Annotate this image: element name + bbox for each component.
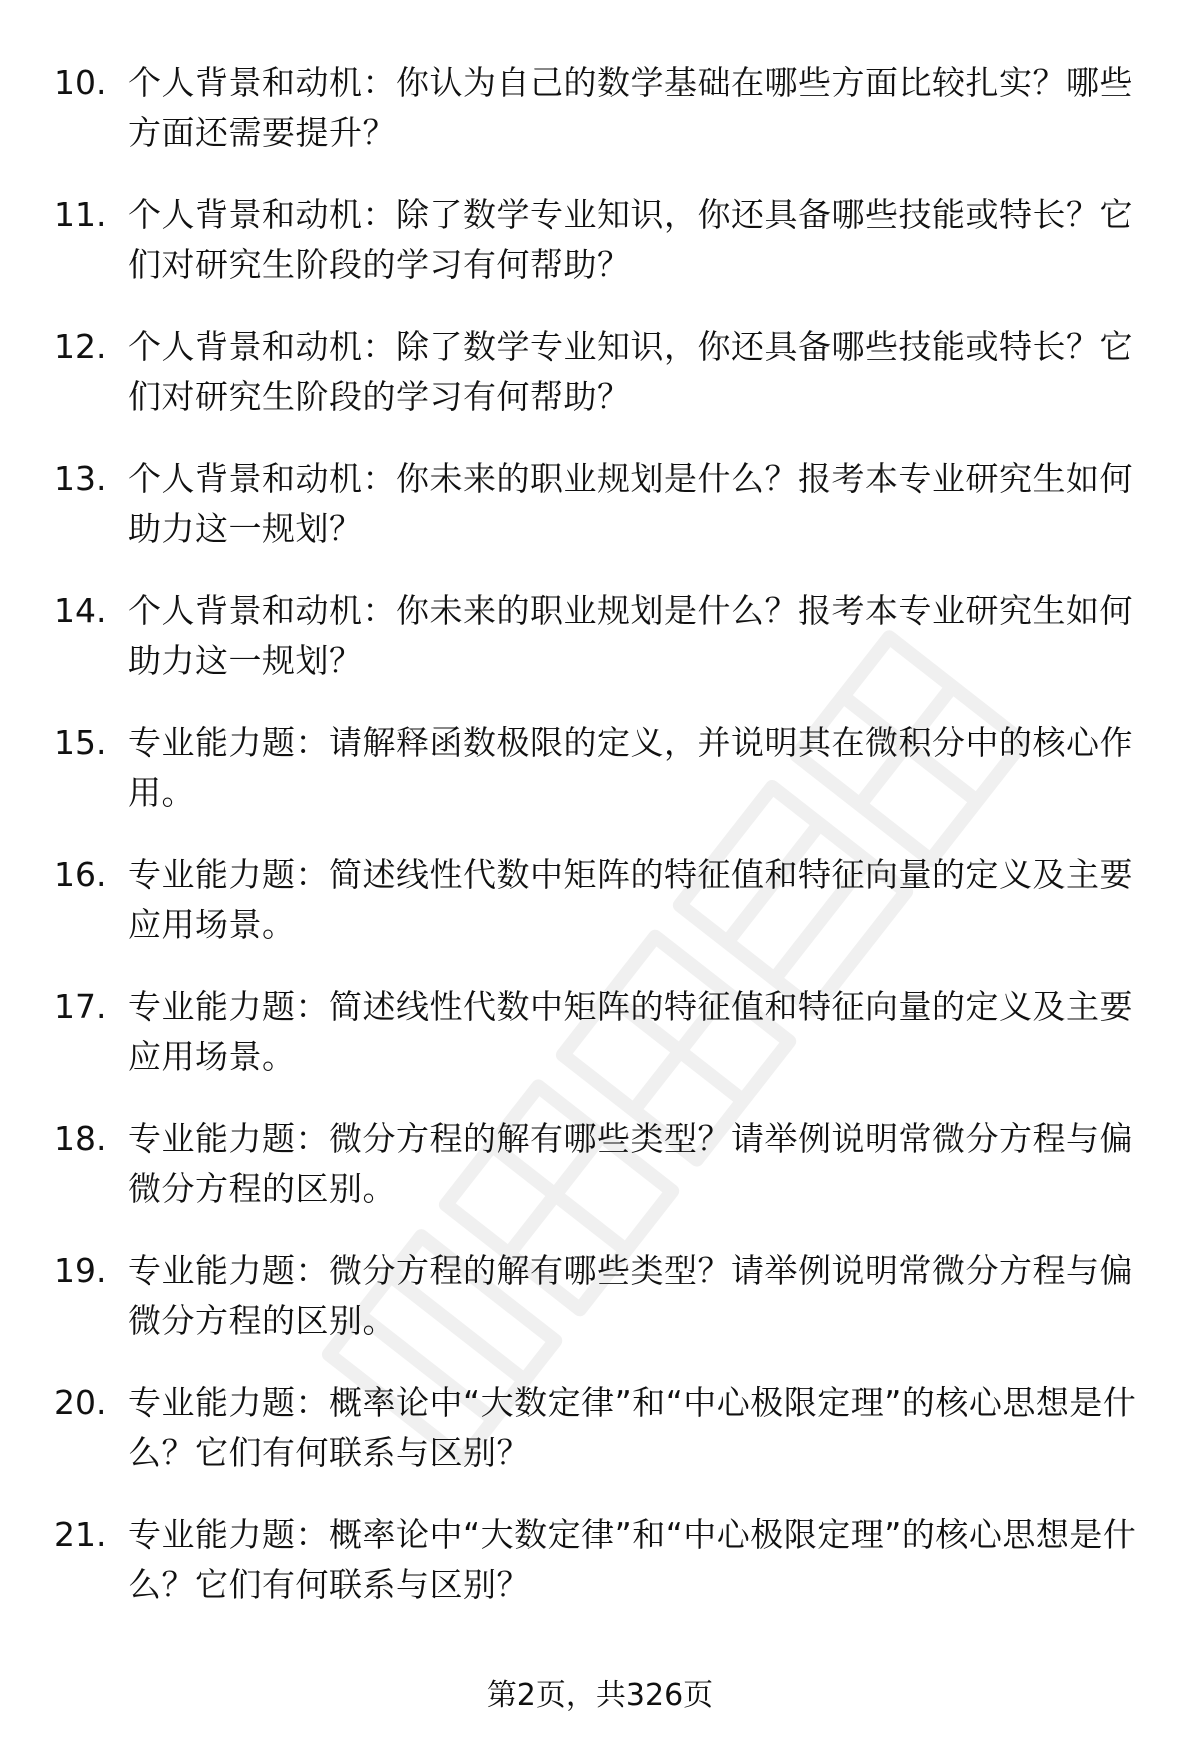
question-text: 个人背景和动机：你未来的职业规划是什么？报考本专业研究生如何助力这一规划？ <box>128 459 1133 548</box>
question-item <box>0 982 1200 1114</box>
question-text: 专业能力题：请解释函数极限的定义，并说明其在微积分中的核心作用。 <box>128 723 1133 812</box>
question-text: 专业能力题：微分方程的解有哪些类型？请举例说明常微分方程与偏微分方程的区别。 <box>128 1119 1133 1208</box>
page-footer: 第2页，共326页 <box>486 1678 714 1713</box>
question-item <box>0 1114 1200 1246</box>
question-text: 个人背景和动机：你未来的职业规划是什么？报考本专业研究生如何助力这一规划？ <box>128 591 1133 680</box>
question-number: 13. <box>54 459 107 498</box>
question-number: 20. <box>54 1383 107 1422</box>
question-text: 个人背景和动机：你认为自己的数学基础在哪些方面比较扎实？哪些方面还需要提升？ <box>128 63 1133 152</box>
question-item <box>0 1246 1200 1378</box>
question-number: 14. <box>54 591 107 630</box>
question-number: 17. <box>54 987 107 1026</box>
question-number: 11. <box>54 195 107 234</box>
question-item <box>0 322 1200 454</box>
question-number: 18. <box>54 1119 107 1158</box>
question-item <box>0 850 1200 982</box>
question-text: 专业能力题：简述线性代数中矩阵的特征值和特征向量的定义及主要应用场景。 <box>128 855 1133 944</box>
question-number: 15. <box>54 723 107 762</box>
question-number: 19. <box>54 1251 107 1290</box>
question-item <box>0 1378 1200 1510</box>
question-item <box>0 586 1200 718</box>
question-item <box>0 58 1200 190</box>
question-number: 16. <box>54 855 107 894</box>
question-text: 个人背景和动机：除了数学专业知识，你还具备哪些技能或特长？它们对研究生阶段的学习有何帮助？ <box>128 327 1133 416</box>
question-text: 专业能力题：简述线性代数中矩阵的特征值和特征向量的定义及主要应用场景。 <box>128 987 1133 1076</box>
question-list <box>0 58 1200 1642</box>
question-item <box>0 1510 1200 1642</box>
question-item <box>0 190 1200 322</box>
question-text: 专业能力题：微分方程的解有哪些类型？请举例说明常微分方程与偏微分方程的区别。 <box>128 1251 1133 1340</box>
question-number: 10. <box>54 63 107 102</box>
question-text: 专业能力题：概率论中“大数定律”和“中心极限定理”的核心思想是什么？它们有何联系与区别？ <box>128 1515 1137 1604</box>
question-number: 21. <box>54 1515 107 1554</box>
question-number: 12. <box>54 327 107 366</box>
question-text: 个人背景和动机：除了数学专业知识，你还具备哪些技能或特长？它们对研究生阶段的学习有何帮助？ <box>128 195 1133 284</box>
question-text: 专业能力题：概率论中“大数定律”和“中心极限定理”的核心思想是什么？它们有何联系与区别？ <box>128 1383 1137 1472</box>
question-item <box>0 454 1200 586</box>
question-item <box>0 718 1200 850</box>
